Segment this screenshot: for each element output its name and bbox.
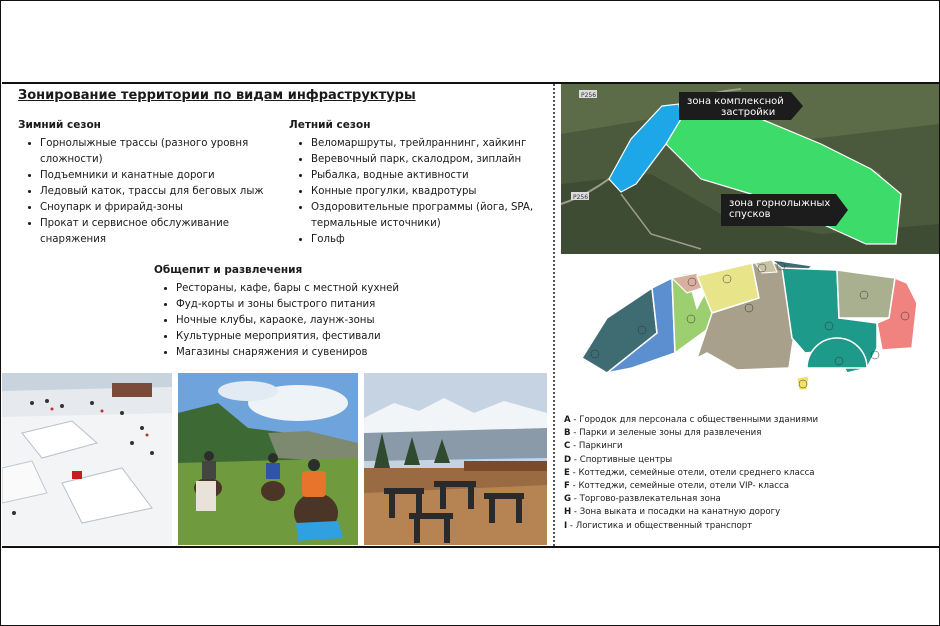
terrace-cafe-photo <box>364 373 547 545</box>
list-item: • Ночные клубы, караоке, лаунж-зоны <box>176 313 444 329</box>
winter-heading: Зимний сезон <box>18 119 101 131</box>
road-label: Р256 <box>573 194 589 201</box>
legend-item-a: A - Городок для персонала с общественными зданиями <box>564 415 819 425</box>
list-item: • Гольф <box>311 232 549 248</box>
list-item: • Веревочный парк, скалодром, зиплайн <box>311 152 549 168</box>
horse-riding-photo <box>178 373 358 545</box>
zoning-plan <box>577 258 917 396</box>
satellite-map <box>561 84 939 254</box>
legend-item-d: D - Спортивные центры <box>564 454 673 465</box>
legend-item-c: C - Паркинги <box>564 441 623 452</box>
list-item: • Сноупарк и фрирайд-зоны <box>40 200 268 216</box>
list-item: • Рестораны, кафе, бары с местной кухней <box>176 281 444 297</box>
list-item: • Прокат и сервисное обслуживание снаряжения <box>40 216 268 248</box>
complex-zone-label: зона комплексной застройки <box>687 96 784 118</box>
legend-item-f: F - Коттеджи, семейные отели, отели VIP- класса <box>564 481 789 492</box>
winter-section <box>18 117 268 248</box>
list-item: • Фуд-корты и зоны быстрого питания <box>176 297 444 313</box>
snowpark-photo <box>2 373 172 545</box>
road-label: Р256 <box>581 92 597 99</box>
list-item: • Горнолыжные трассы (разного уровня сложности) <box>40 136 268 168</box>
list-item: • Веломаршруты, трейлраннинг, хайкинг <box>311 136 549 152</box>
slide-title: Зонирование территории по видам инфраструктуры <box>18 88 416 103</box>
slide <box>2 82 939 548</box>
list-item: • Культурные мероприятия, фестивали <box>176 329 444 345</box>
ski-zone-label: зона горнолыжных спусков <box>729 198 831 220</box>
list-item: • Магазины снаряжения и сувениров <box>176 345 444 361</box>
summer-section <box>289 117 549 248</box>
legend-item-g: G - Торгово-развлекательная зона <box>564 494 721 505</box>
legend-item-i: I - Логистика и общественный транспорт <box>564 520 753 531</box>
food-section <box>154 262 444 361</box>
list-item: • Рыбалка, водные активности <box>311 168 549 184</box>
legend-item-b: B - Парки и зеленые зоны для развлечения <box>564 428 762 439</box>
list-item: • Подъемники и канатные дороги <box>40 168 268 184</box>
list-item: • Конные прогулки, квадротуры <box>311 184 549 200</box>
legend-item-h: H - Зона выката и посадки на канатную дорогу <box>564 507 781 518</box>
food-heading: Общепит и развлечения <box>154 264 303 276</box>
zone-legend <box>564 414 818 533</box>
list-item: • Оздоровительные программы (йога, SPA, термальные источники) <box>311 200 549 232</box>
summer-heading: Летний сезон <box>289 119 371 131</box>
legend-item-e: E - Коттеджи, семейные отели, отели среднего класса <box>564 467 815 478</box>
list-item: • Ледовый каток, трассы для беговых лыж <box>40 184 268 200</box>
section-divider <box>553 84 555 546</box>
